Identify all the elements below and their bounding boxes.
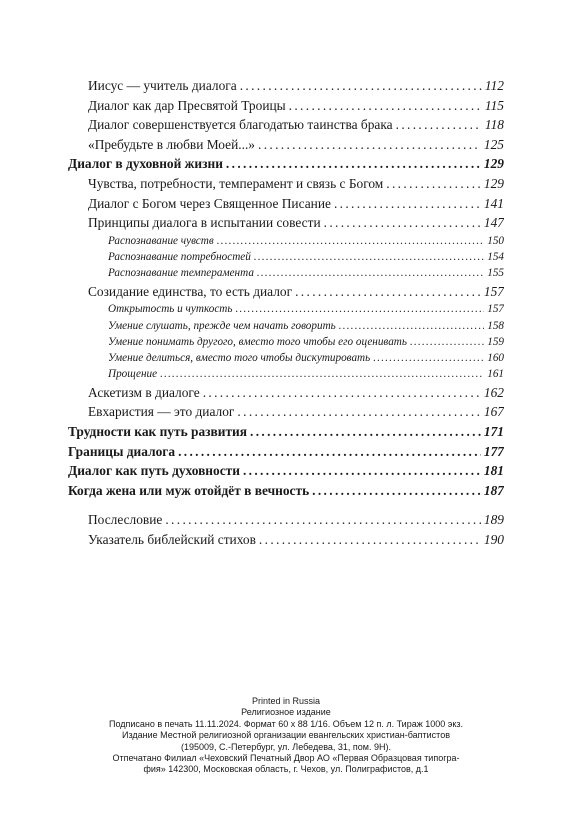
toc-entry-title: «Пребудьте в любви Моей...» [88,136,255,152]
toc-entry-title: Аскетизм в диалоге [88,384,200,400]
toc-leader-dots [289,96,482,116]
toc-section-entry[interactable] [68,135,504,155]
toc-entry-title: Открытость и чуткость [108,303,233,316]
imprint-line: фия» 142300, Московская область, г. Чехов, ул. Полиграфистов, д.1 [143,764,429,775]
toc-entry-title: Диалог в духовной жизни [68,156,223,172]
toc-chapter-entry[interactable] [68,481,504,501]
toc-page-number: 159 [487,335,504,348]
toc-subsection-entry[interactable] [68,318,504,334]
toc-subsection-entry[interactable] [68,334,504,350]
imprint-line: (195009, С.-Петербург, ул. Лебедева, 31, пом. 9Н). [180,741,392,752]
toc-entry-title: Послесловие [88,512,163,528]
toc-page-number: 181 [483,463,504,479]
toc-page-number: 112 [484,78,504,93]
toc-page-number: 171 [483,423,504,439]
toc-section-entry[interactable] [68,510,504,530]
toc-section-entry[interactable] [68,383,504,403]
toc-spacer [68,500,504,510]
toc-entry-title: Трудности как путь развития [68,423,248,439]
toc-leader-dots [178,442,481,462]
toc-entry-title: Распознавание потребностей [108,251,251,264]
toc-entry-title: Границы диалога [68,443,176,459]
toc-leader-dots [243,461,481,481]
imprint-line: Издание Местной религиозной организации евангельских христиан-баптистов [122,730,450,741]
toc-entry-title: Диалог совершенствуется благодатью таинства брака [88,117,393,133]
toc-entry-title: Диалог как путь духовности [68,463,240,479]
toc-page-number: 189 [483,512,504,528]
toc-leader-dots [254,249,484,265]
toc-entry-title: Принципы диалога в испытании совести [88,215,321,231]
toc-leader-dots [339,318,484,334]
toc-section-entry[interactable] [68,282,504,302]
toc-page-number: 154 [487,251,504,264]
toc-section-entry[interactable] [68,530,504,550]
toc-section-entry[interactable] [68,174,504,194]
toc-leader-dots [259,530,481,550]
toc-chapter-entry[interactable] [68,461,504,481]
toc-page-number: 129 [483,156,504,172]
toc-page-number: 141 [483,195,504,211]
toc-chapter-entry[interactable] [68,422,504,442]
toc-leader-dots [295,282,481,302]
toc-page-number: 118 [484,117,504,133]
toc-entry-title: Когда жена или муж отойдёт в вечность [68,482,310,498]
toc-page-number: 147 [483,215,504,231]
imprint-line: Printed in Russia [251,696,321,706]
toc-page-number: 160 [487,352,504,365]
toc-page-number: 167 [483,404,504,420]
toc-leader-dots [235,301,484,317]
toc-page-number: 157 [487,303,504,316]
toc-section-entry[interactable] [68,213,504,233]
toc-leader-dots [373,350,484,366]
toc-entry-title: Распознавание чувств [108,234,214,247]
toc-leader-dots [160,366,484,382]
toc-page-number: 161 [487,368,504,381]
imprint-line: Отпечатано Филиал «Чеховский Печатный Двор АО «Первая Образцовая типогра- [112,753,460,764]
toc-page-number: 150 [487,234,504,247]
toc-entry-title: Прощение [108,368,158,381]
toc-subsection-entry[interactable] [68,249,504,265]
toc-leader-dots [217,233,485,249]
toc-subsection-entry[interactable] [68,366,504,382]
toc-section-entry[interactable] [68,76,504,96]
toc-section-entry[interactable] [68,115,504,135]
toc-page-number: 162 [483,384,504,400]
toc-leader-dots [334,194,481,214]
toc-leader-dots [240,76,482,96]
toc-page-number: 155 [487,267,504,280]
toc-entry-title: Умение слушать, прежде чем начать говорить [108,319,336,332]
toc-entry-title: Указатель библейский стихов [88,531,256,547]
toc-entry-title: Распознавание темперамента [108,267,254,280]
imprint-line: Религиозное издание [241,707,331,718]
toc-entry-title: Диалог как дар Пресвятой Троицы [88,97,286,113]
toc-entry-title: Чувства, потребности, темперамент и связь с Богом [88,175,384,191]
toc-entry-title: Умение понимать другого, вместо того чтобы его оценивать [108,335,407,348]
toc-page-number: 129 [483,175,504,191]
toc-leader-dots [257,265,484,281]
toc-subsection-entry[interactable] [68,301,504,317]
toc-leader-dots [324,213,481,233]
toc-page-number: 125 [483,136,504,152]
toc-leader-dots [226,154,481,174]
toc-leader-dots [250,422,481,442]
toc-chapter-entry[interactable] [68,154,504,174]
toc-entry-title: Иисус — учитель диалога [88,78,237,93]
toc-subsection-entry[interactable] [68,265,504,281]
toc-section-entry[interactable] [68,96,504,116]
toc-page-number: 187 [483,482,504,498]
toc-entry-title: Созидание единства, то есть диалог [88,283,293,299]
toc-subsection-entry[interactable] [68,350,504,366]
toc-leader-dots [410,334,484,350]
toc-page-number: 177 [483,443,504,459]
toc-section-entry[interactable] [68,402,504,422]
toc-page-number: 158 [487,319,504,332]
toc-entry-title: Диалог с Богом через Священное Писание [88,195,331,211]
table-of-contents [68,76,504,549]
toc-leader-dots [396,115,482,135]
toc-entry-title: Евхаристия — это диалог [88,404,235,420]
imprint-line: Подписано в печать 11.11.2024. Формат 60 x 88 1/16. Объем 12 п. л. Тираж 1000 экз. [108,718,464,729]
toc-section-entry[interactable] [68,194,504,214]
toc-page-number: 190 [483,531,504,547]
toc-entry-title: Умение делиться, вместо того чтобы дискутировать [108,352,371,365]
imprint-block [0,696,572,776]
toc-leader-dots [165,510,481,530]
toc-page-number: 115 [484,97,504,113]
toc-leader-dots [312,481,481,501]
toc-chapter-entry[interactable] [68,442,504,462]
toc-subsection-entry[interactable] [68,233,504,249]
toc-leader-dots [237,402,480,422]
toc-leader-dots [386,174,481,194]
toc-leader-dots [203,383,481,403]
toc-leader-dots [258,135,481,155]
toc-page-number: 157 [483,283,504,299]
